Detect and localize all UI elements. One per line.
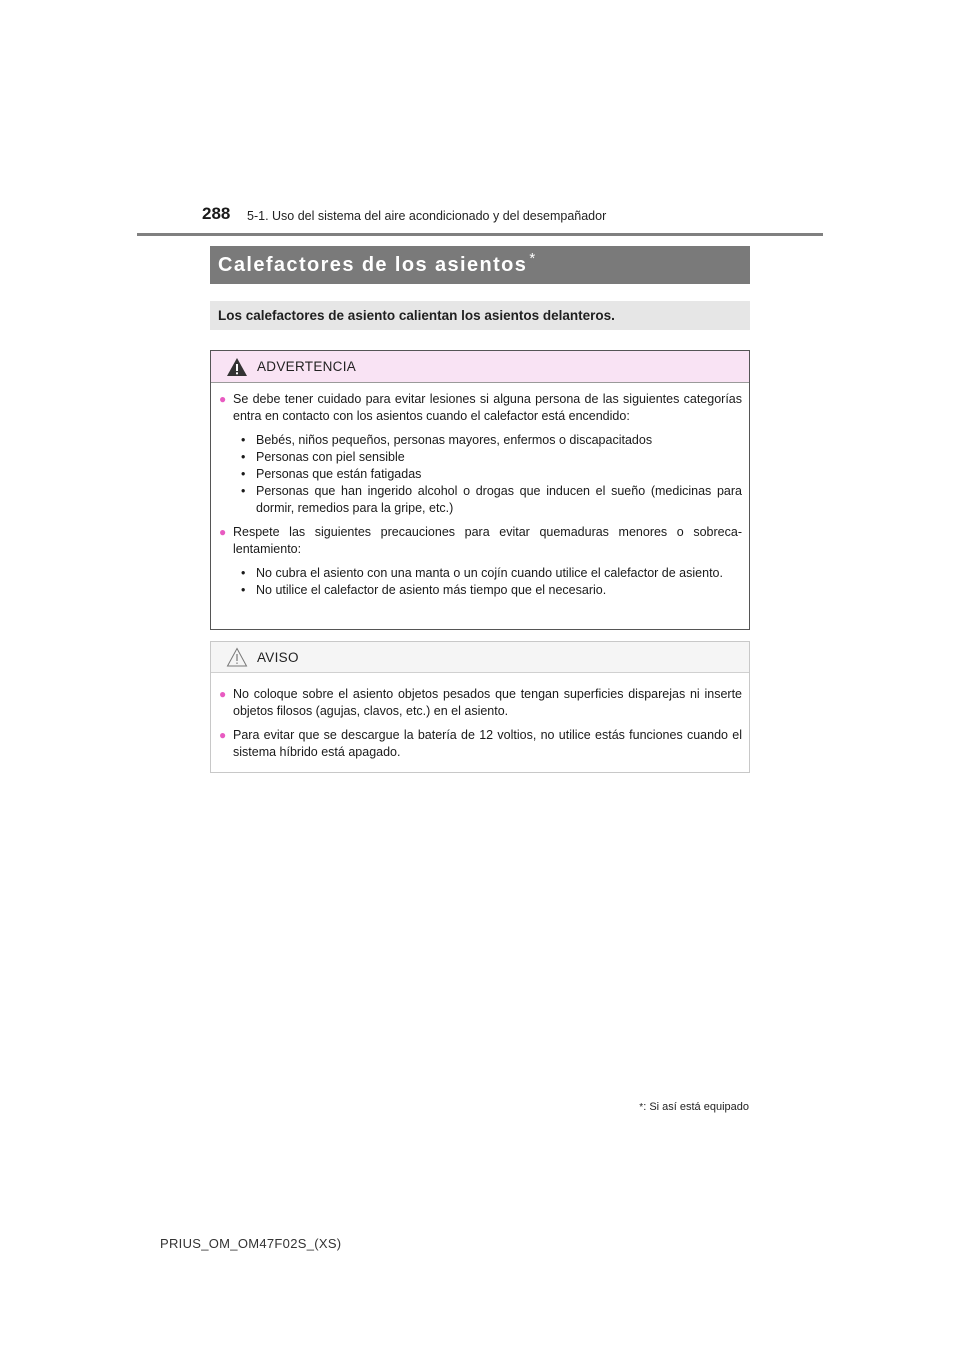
bullet-circle-icon: ● <box>219 525 227 539</box>
list-item: • Personas que han ingerido alcohol o drogas que inducen el sueño (medicinas para dormir, remedios para la gripe, etc.) <box>241 484 742 515</box>
intro-text: Los calefactores de asiento calientan los asientos delanteros. <box>210 301 750 330</box>
warning-item-text: Se debe tener cuidado para evitar lesiones si alguna persona de las siguientes categorías entra en contacto con los asientos cuando el calefactor está encendido: <box>233 392 742 423</box>
bullet-circle-icon: ● <box>219 728 227 742</box>
notice-label: AVISO <box>257 649 299 665</box>
list-item: • No cubra el asiento con una manta o un cojín cuando utilice el calefactor de asiento. <box>241 566 723 580</box>
page-number: 288 <box>202 204 231 223</box>
footnote-asterisk: * <box>639 1102 644 1113</box>
header-rule <box>137 233 823 236</box>
notice-item <box>219 686 742 720</box>
warning-box <box>210 350 750 630</box>
section-title-text: Calefactores de los asientos <box>218 254 528 276</box>
notice-item-text: No coloque sobre el asiento objetos pesados que tengan superficies disparejas ni inserte objetos filosos (agujas, clavos, etc.) en el asiento. <box>233 687 742 718</box>
section-title <box>210 246 750 284</box>
bullet-circle-icon: ● <box>219 392 227 406</box>
warning-content <box>211 383 749 599</box>
notice-box <box>210 641 750 773</box>
chapter-header: 5-1. Uso del sistema del aire acondicionado y del desempañador <box>247 209 607 223</box>
caution-triangle-icon <box>226 647 248 667</box>
footnote-text: : Si así está equipado <box>643 1101 749 1113</box>
notice-item <box>219 727 742 761</box>
list-item: • Personas con piel sensible <box>241 450 405 464</box>
warning-sublist <box>241 432 742 517</box>
notice-content <box>211 673 749 761</box>
warning-item <box>219 391 742 425</box>
equipment-asterisk: * <box>529 250 537 267</box>
warning-label: ADVERTENCIA <box>257 359 357 374</box>
list-item: • Bebés, niños pequeños, personas mayores, enfermos o discapacitados <box>241 433 653 447</box>
list-item: • No utilice el calefactor de asiento más tiempo que el necesario. <box>241 583 607 597</box>
list-item: • Personas que están fatigadas <box>241 467 422 481</box>
warning-item-text: Respete las siguientes precauciones para evitar quemaduras menores o sobreca-lentamiento: <box>233 525 742 556</box>
warning-sublist <box>241 565 742 599</box>
document-code: PRIUS_OM_OM47F02S_(XS) <box>160 1236 342 1251</box>
footnote <box>639 1101 749 1113</box>
warning-header <box>211 351 749 383</box>
warning-item <box>219 524 742 558</box>
warning-triangle-icon <box>226 357 248 377</box>
notice-header <box>211 642 749 673</box>
notice-item-text: Para evitar que se descargue la batería de 12 voltios, no utilice estás funciones cuando el sistema híbrido está apagado. <box>233 728 742 759</box>
bullet-circle-icon: ● <box>219 687 227 701</box>
